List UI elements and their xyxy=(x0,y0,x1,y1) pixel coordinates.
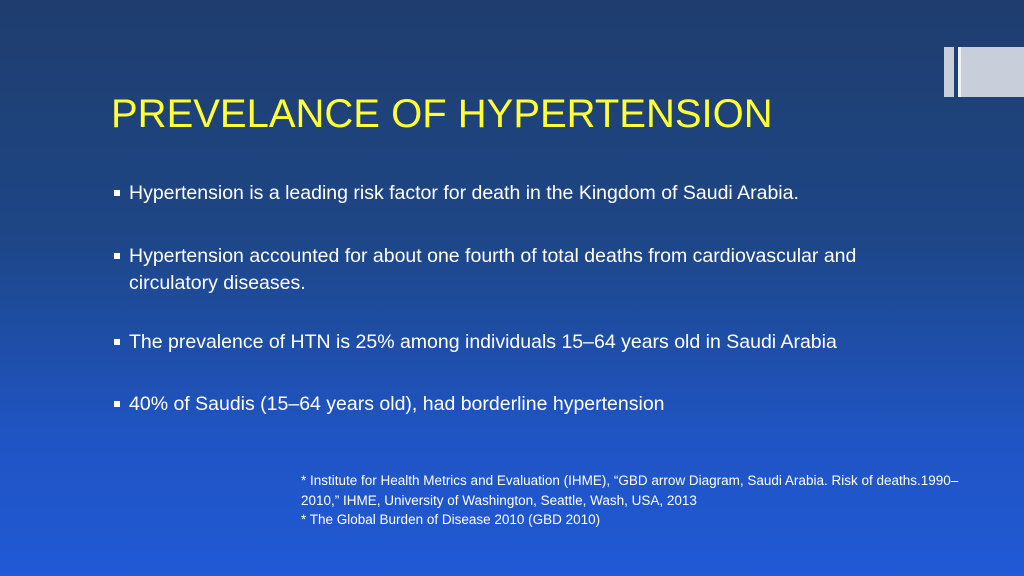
reference-gbd: * The Global Burden of Disease 2010 (GBD 2010) xyxy=(301,512,601,527)
bullet-square-icon xyxy=(114,401,120,407)
references xyxy=(301,471,961,530)
reference-ihme: * Institute for Health Metrics and Evaluation (IHME), “GBD arrow Diagram, Saudi Arabia. Risk of deaths.1990–2010,” IHME, University of Washington, Seattle, Wash, USA, 2013 xyxy=(301,473,959,508)
bullet-item xyxy=(114,329,837,356)
bullet-square-icon xyxy=(114,339,120,345)
corner-bar-right xyxy=(958,47,1024,97)
bullet-text: 40% of Saudis (15–64 years old), had borderline hypertension xyxy=(129,393,665,415)
bullet-text: Hypertension is a leading risk factor for death in the Kingdom of Saudi Arabia. xyxy=(129,182,799,204)
corner-decoration xyxy=(944,47,1024,97)
bullet-square-icon xyxy=(114,253,120,259)
bullet-square-icon xyxy=(114,190,120,196)
bullet-text: Hypertension accounted for about one fourth of total deaths from cardiovascular and circulatory diseases. xyxy=(129,245,857,294)
bullet-item xyxy=(114,243,929,297)
slide-title: PREVELANCE OF HYPERTENSION xyxy=(111,92,773,136)
bullet-text: The prevalence of HTN is 25% among individuals 15–64 years old in Saudi Arabia xyxy=(129,331,837,353)
bullet-item xyxy=(114,391,665,418)
bullet-item xyxy=(114,180,799,207)
corner-bar-left xyxy=(944,47,954,97)
